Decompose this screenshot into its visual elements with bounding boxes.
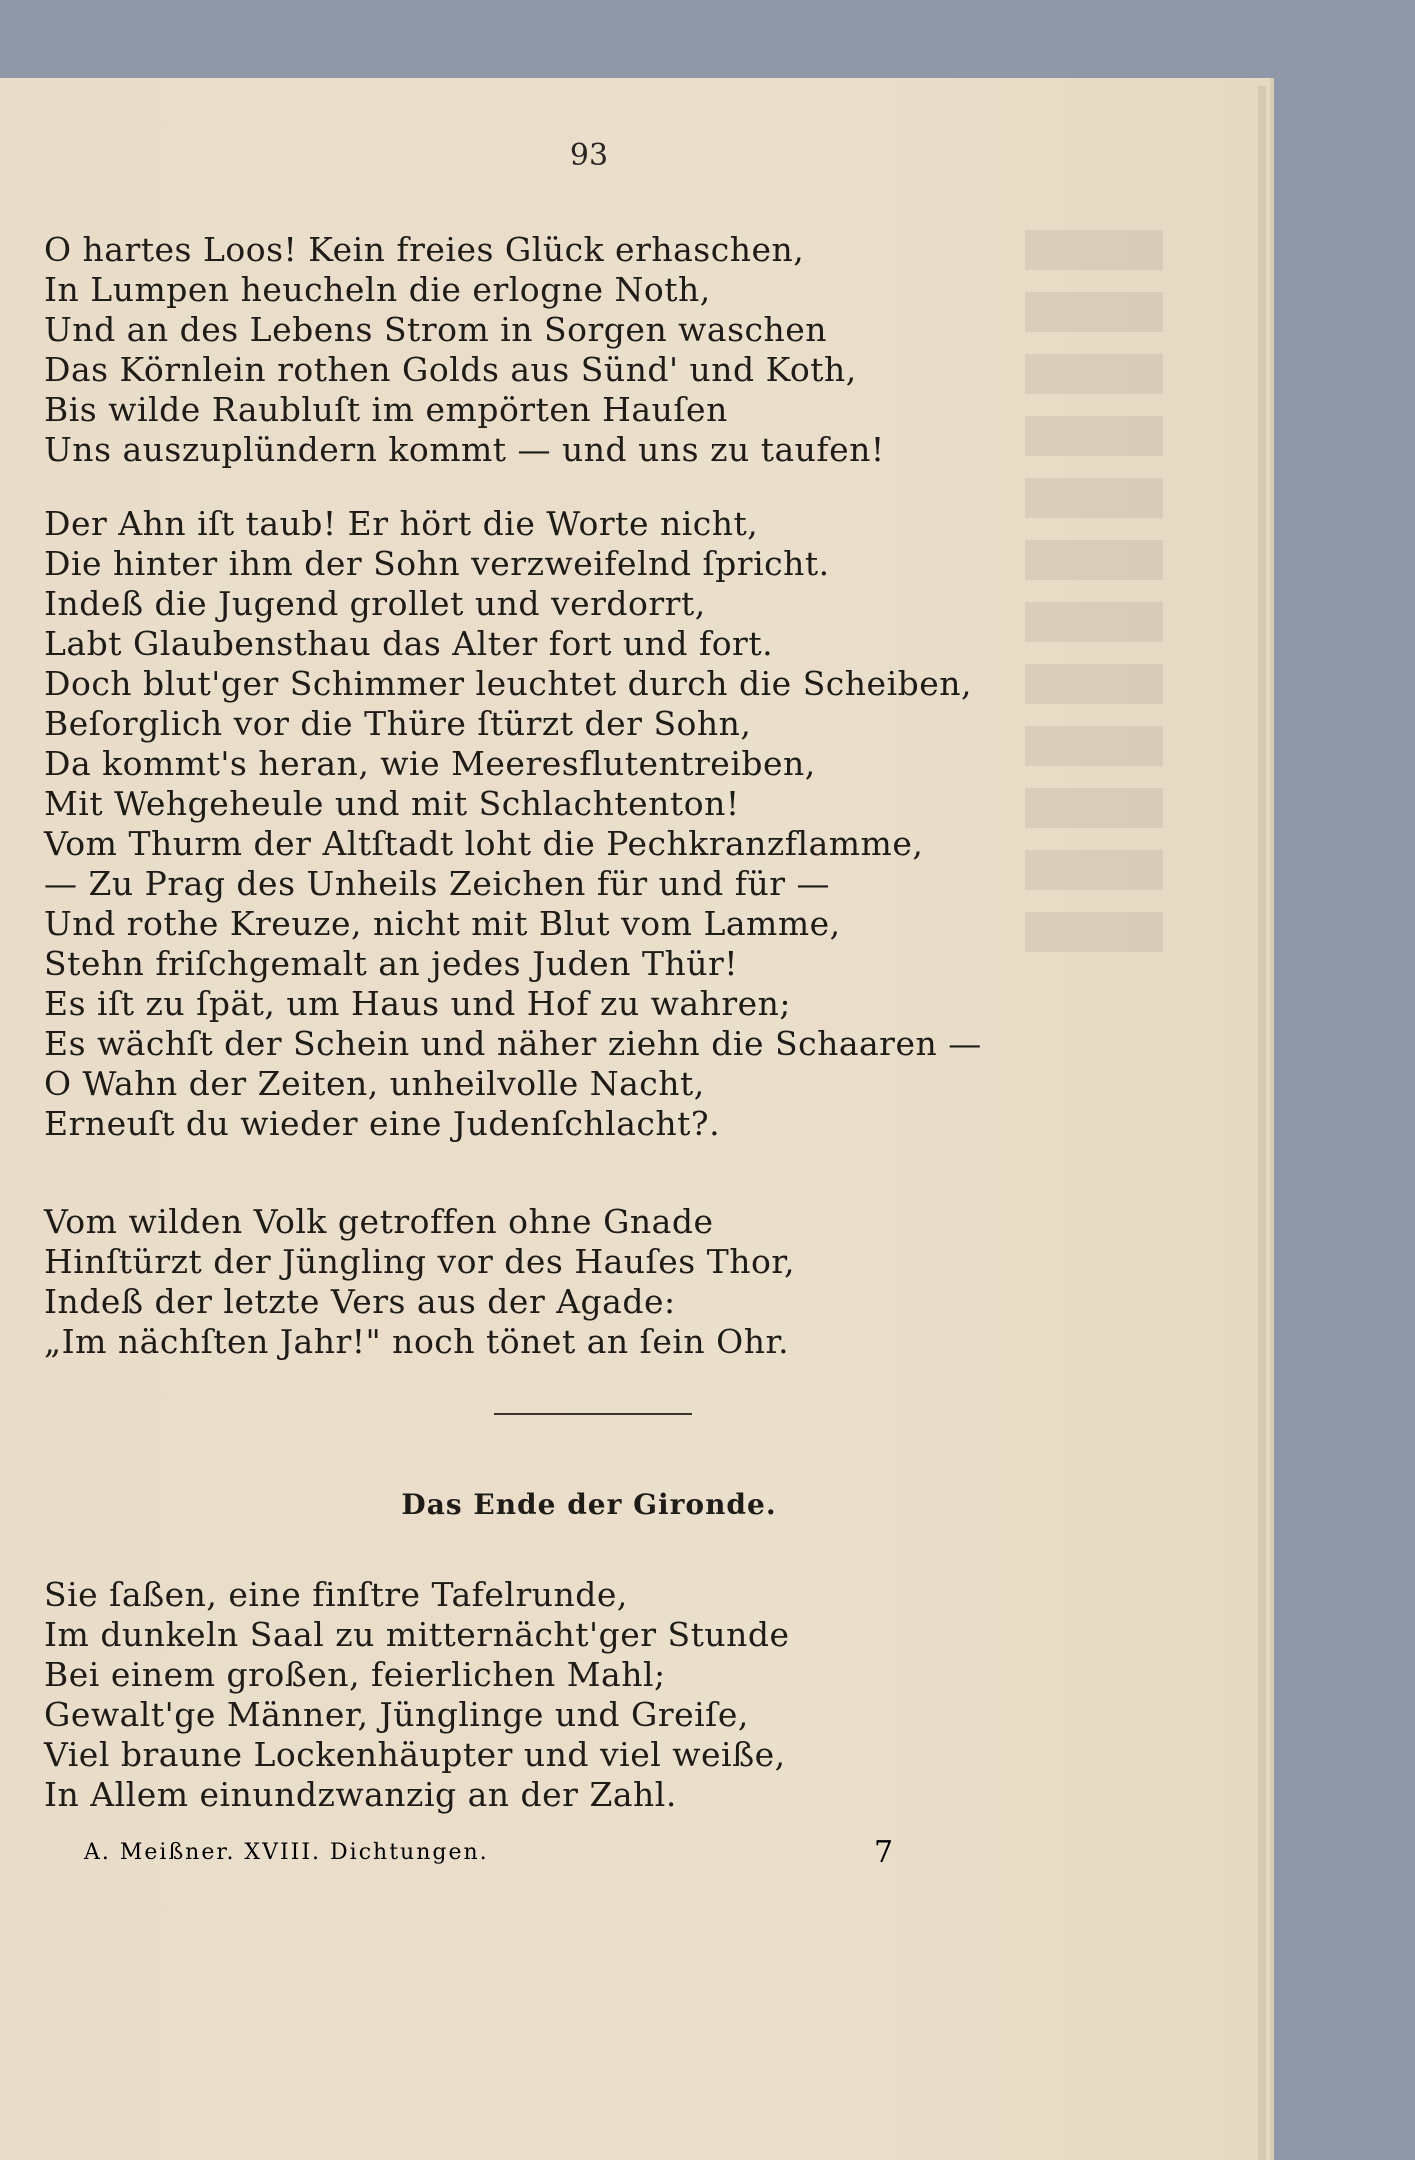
page-edge	[1258, 86, 1266, 2160]
verse-line: Der Ahn iſt taub! Er hört die Worte nicht,	[44, 504, 759, 543]
verse-line: Mit Wehgeheule und mit Schlachtenton!	[44, 784, 740, 823]
verse-line: Uns auszuplündern kommt — und uns zu taufen!	[44, 430, 885, 469]
section-divider	[494, 1413, 692, 1415]
verse-line: Und an des Lebens Strom in Sorgen waschen	[44, 310, 828, 349]
verse-line: Bei einem großen, feierlichen Mahl;	[44, 1655, 666, 1694]
verse-line: Indeß der letzte Vers aus der Agade:	[44, 1282, 676, 1321]
verse-line: Hinſtürzt der Jüngling vor des Hauſes Thor,	[44, 1242, 795, 1281]
verse-line: In Lumpen heucheln die erlogne Noth,	[44, 270, 711, 309]
verse-line: Erneuſt du wieder eine Judenſchlacht?.	[44, 1104, 721, 1143]
verse-line: „Im nächſten Jahr!" noch tönet an ſein Ohr.	[44, 1322, 790, 1361]
stanza	[44, 1202, 1224, 1362]
printer-signature: A. Meißner. XVIII. Dichtungen.	[84, 1840, 489, 1865]
poem-title: Das Ende der Gironde.	[401, 1488, 777, 1521]
verse-line: Doch blut'ger Schimmer leuchtet durch die Scheiben,	[44, 664, 973, 703]
verse-line: Bis wilde Raubluſt im empörten Hauſen	[44, 390, 728, 429]
verse-line: Viel braune Lockenhäupter und viel weiße,	[44, 1735, 786, 1774]
verse-line: Da kommt's heran, wie Meeresflutentreiben,	[44, 744, 816, 783]
verse-line: Indeß die Jugend grollet und verdorrt,	[44, 584, 706, 623]
page-number: 93	[569, 138, 609, 173]
verse-line: Es iſt zu ſpät, um Haus und Hof zu wahren;	[44, 984, 792, 1023]
verse-line: Gewalt'ge Männer, Jünglinge und Greiſe,	[44, 1695, 749, 1734]
verse-line: Es wächſt der Schein und näher ziehn die Schaaren —	[44, 1024, 982, 1063]
verse-line: Und rothe Kreuze, nicht mit Blut vom Lamme,	[44, 904, 841, 943]
page-footer	[44, 1833, 1224, 1873]
stanza	[44, 1575, 1224, 1815]
stanza	[44, 230, 1224, 470]
verse-line: Im dunkeln Saal zu mitternächt'ger Stunde	[44, 1615, 790, 1654]
verse-line: O hartes Loos! Kein freies Glück erhaschen,	[44, 230, 805, 269]
verse-line: Die hinter ihm der Sohn verzweifelnd ſpricht.	[44, 544, 830, 583]
verse-line: Labt Glaubensthau das Alter fort und fort.	[44, 624, 774, 663]
verse-line: Beſorglich vor die Thüre ſtürzt der Sohn,	[44, 704, 752, 743]
verse-line: Das Körnlein rothen Golds aus Sünd' und Koth,	[44, 350, 857, 389]
sheet-number: 7	[874, 1835, 894, 1870]
verse-line: O Wahn der Zeiten, unheilvolle Nacht,	[44, 1064, 705, 1103]
stanza	[44, 504, 1224, 1144]
verse-line: Stehn friſchgemalt an jedes Juden Thür!	[44, 944, 739, 983]
verse-line: Sie ſaßen, eine finſtre Tafelrunde,	[44, 1575, 628, 1614]
verse-line: Vom Thurm der Altſtadt loht die Pechkranzflamme,	[44, 824, 924, 863]
verse-line: In Allem einundzwanzig an der Zahl.	[44, 1775, 677, 1814]
verse-line: Vom wilden Volk getroffen ohne Gnade	[44, 1202, 714, 1241]
verse-line: — Zu Prag des Unheils Zeichen für und für —	[44, 864, 830, 903]
